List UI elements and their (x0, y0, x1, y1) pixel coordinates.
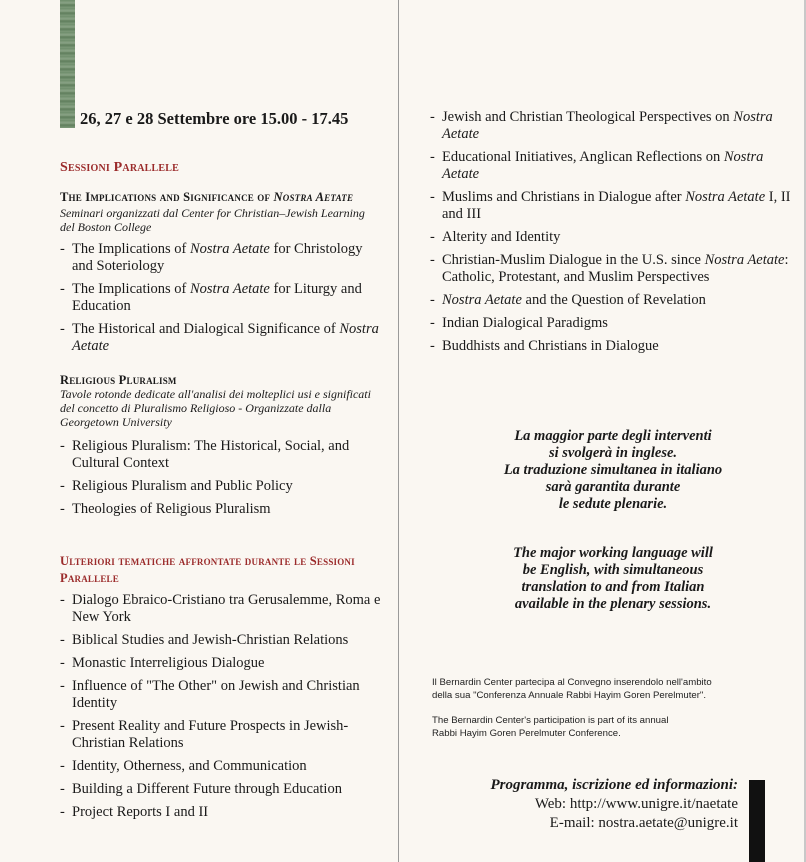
list-item (430, 338, 795, 355)
contact-info (490, 776, 738, 833)
list-item: - Religious Pluralism and Public Policy (60, 478, 385, 495)
list-item-text: Jewish and Christian Theological Perspectives on (442, 109, 734, 125)
section-implications-title-text: The Implications and Significance of (60, 190, 274, 204)
list-item: - Dialogo Ebraico-Cristiano tra Gerusalemme, Roma e New York (60, 592, 390, 626)
text-line: si svolgerà in inglese. (548, 445, 678, 461)
section-pluralism-subtitle: Tavole rotonde dedicate all'analisi dei molteplici usi e significati del concetto di Pluralismo Religioso - Organizzate dalla Georgetown University (60, 387, 371, 429)
list-item-text: Buddhists and Christians in Dialogue (442, 338, 659, 354)
list-item-text: Alterity and Identity (442, 229, 561, 245)
language-note-english (478, 545, 748, 613)
section-ulteriori-title: Ulteriori tematiche affrontate durante le Sessioni Parallele (60, 554, 355, 585)
contact-title: Programma, iscrizione ed informazioni: (490, 777, 738, 793)
section-implications-subtitle: Seminari organizzati dal Center for Christian–Jewish Learning del Boston College (60, 206, 365, 234)
text-line: Rabbi Hayim Goren Perelmuter Conference. (432, 728, 621, 739)
list-item (430, 149, 795, 183)
list-item (60, 321, 385, 355)
contact-web-link[interactable]: Web: http://www.unigre.it/naetate (534, 796, 738, 812)
event-date-time: 26, 27 e 28 Settembre ore 15.00 - 17.45 (80, 109, 349, 128)
implications-list (60, 241, 385, 361)
section-pluralism-title: Religious Pluralism (60, 373, 177, 387)
section-implications-title-italic: Nostra Aetate (273, 190, 354, 204)
list-item (60, 241, 385, 275)
list-item-italic-title: Nostra Aetate (442, 292, 522, 308)
list-item (430, 189, 795, 223)
language-note-italian (478, 428, 748, 513)
list-item (430, 252, 795, 286)
contact-email-link[interactable]: E-mail: nostra.aetate@unigre.it (549, 815, 738, 831)
right-topics-list (430, 109, 795, 361)
list-item: - Building a Different Future through Education (60, 781, 390, 798)
text-line: della sua "Conferenza Annuale Rabbi Hayim Goren Perelmuter". (432, 690, 706, 701)
list-item: - Identity, Otherness, and Communication (60, 758, 390, 775)
list-item-text-suffix: and the Question of Revelation (521, 292, 706, 308)
pluralism-list (60, 438, 385, 524)
decorative-green-bar (60, 0, 75, 128)
sessioni-parallele-heading: Sessioni Parallele (60, 160, 180, 175)
list-item-text-suffix: for Christology and Soteriology (72, 241, 363, 274)
list-item: - Religious Pluralism: The Historical, Social, and Cultural Context (60, 438, 385, 472)
list-item-italic-title: Nostra Aetate (72, 321, 379, 354)
text-line: available in the plenary sessions. (514, 596, 712, 612)
list-item: - Biblical Studies and Jewish-Christian Relations (60, 632, 390, 649)
list-item-text: Educational Initiatives, Anglican Reflections on (442, 149, 724, 165)
list-item-text: Indian Dialogical Paradigms (442, 315, 608, 331)
list-item-text: The Historical and Dialogical Significance of (72, 321, 340, 337)
text-line: be English, with simultaneous (522, 562, 704, 578)
list-item: - Monastic Interreligious Dialogue (60, 655, 390, 672)
list-item-italic-title: Nostra Aetate (442, 149, 764, 182)
list-item-text-suffix: for Liturgy and Education (72, 281, 362, 314)
list-item-text: Christian-Muslim Dialogue in the U.S. since (442, 252, 705, 268)
text-line: The major working language will (513, 545, 713, 561)
bernardin-note-italian (432, 676, 772, 702)
list-item-text: The Implications of (72, 241, 190, 257)
list-item: - Project Reports I and II (60, 804, 390, 821)
list-item-text-suffix: : Catholic, Protestant, and Muslim Perspectives (442, 252, 789, 285)
text-line: translation to and from Italian (521, 579, 705, 595)
list-item-italic-title: Nostra Aetate (189, 241, 270, 257)
list-item-text-suffix: I, II and III (442, 189, 791, 222)
list-item: - Theologies of Religious Pluralism (60, 501, 385, 518)
list-item: - Influence of "The Other" on Jewish and Christian Identity (60, 678, 390, 712)
text-line: sarà garantita durante (545, 479, 681, 495)
list-item-text: The Implications of (72, 281, 190, 297)
list-item-text: Muslims and Christians in Dialogue after (442, 189, 686, 205)
text-line: The Bernardin Center's participation is part of its annual (432, 715, 669, 726)
decorative-black-bar (749, 780, 765, 862)
list-item: - Present Reality and Future Prospects in Jewish-Christian Relations (60, 718, 390, 752)
list-item-italic-title: Nostra Aetate (685, 189, 766, 205)
list-item (430, 109, 795, 143)
text-line: le sedute plenarie. (558, 496, 668, 512)
list-item (430, 315, 795, 332)
text-line: Il Bernardin Center partecipa al Convegno inserendolo nell'ambito (432, 677, 712, 688)
bernardin-note-english (432, 714, 772, 740)
left-column (0, 0, 398, 862)
list-item-italic-title: Nostra Aetate (704, 252, 785, 268)
text-line: La traduzione simultanea in italiano (503, 462, 723, 478)
list-item (430, 292, 795, 309)
ulteriori-list (60, 592, 390, 827)
list-item-italic-title: Nostra Aetate (442, 109, 773, 142)
list-item (430, 229, 795, 246)
text-line: La maggior parte degli interventi (514, 428, 712, 444)
list-item-italic-title: Nostra Aetate (189, 281, 270, 297)
section-implications-title (60, 190, 353, 205)
list-item (60, 281, 385, 315)
